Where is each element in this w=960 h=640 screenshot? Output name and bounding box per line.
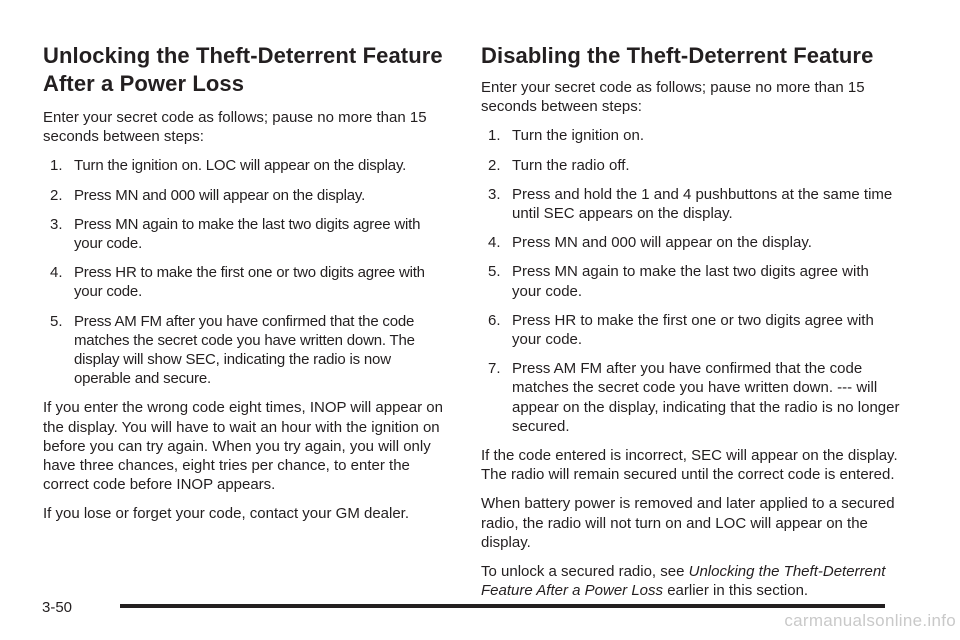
intro-paragraph: Enter your secret code as follows; pause no more than 15 seconds between steps: <box>481 79 865 116</box>
list-item <box>481 126 901 145</box>
body-paragraph: If the code entered is incorrect, SEC will appear on the display. The radio will remain secured until the correct code is entered. <box>481 447 898 484</box>
body-paragraph <box>481 562 901 600</box>
step-text: Press AM FM after you have confirmed that the code matches the secret code you have written down. --- will appear on the display, indicating that the radio is no longer secured. <box>512 360 900 435</box>
step-number: 7. <box>488 360 501 378</box>
list-item <box>43 156 445 175</box>
footer-rule <box>120 604 885 608</box>
step-text: Press HR to make the first one or two digits agree with your code. <box>74 264 425 301</box>
list-item <box>43 263 445 301</box>
step-number: 6. <box>488 311 501 329</box>
step-text: Press and hold the 1 and 4 pushbuttons at the same time until SEC appears on the display. <box>512 185 893 223</box>
step-number: 2. <box>488 156 501 174</box>
page-number: 3-50 <box>42 599 73 616</box>
section-heading: Disabling the Theft-Deterrent Feature <box>481 43 874 68</box>
step-text: Turn the ignition on. <box>512 127 645 145</box>
step-text: Press AM FM after you have confirmed that the code matches the secret code you have written down. The display will show SEC, indicating the radio is now operable and secure. <box>74 312 415 388</box>
step-number: 5. <box>50 312 63 330</box>
list-item <box>43 312 445 389</box>
list-item <box>481 185 901 223</box>
step-text: Press MN and 000 will appear on the display. <box>512 234 812 252</box>
intro-paragraph: Enter your secret code as follows; pause no more than 15 seconds between steps: <box>43 109 427 146</box>
step-number: 3. <box>50 215 63 233</box>
heading-line: After a Power Loss <box>43 71 245 96</box>
list-item <box>481 262 901 300</box>
list-item <box>481 359 901 436</box>
step-number: 3. <box>488 185 501 203</box>
text-run: To unlock a secured radio, see <box>481 563 689 581</box>
step-number: 4. <box>50 264 63 282</box>
step-number: 2. <box>50 186 63 204</box>
text-run: earlier in this section. <box>663 582 809 600</box>
step-number: 5. <box>488 263 501 281</box>
list-item <box>481 156 901 175</box>
list-item <box>43 186 445 205</box>
step-number: 1. <box>50 157 63 175</box>
step-text: Press MN and 000 will appear on the display. <box>74 186 366 204</box>
body-paragraph: If you enter the wrong code eight times, INOP will appear on the display. You will have to wait an hour with the ignition on before you can try again. When you try again, you will only have three chances, eight tries per chance, to enter the correct code before INOP appears. <box>43 399 443 494</box>
step-text: Press MN again to make the last two digits agree with your code. <box>512 263 869 300</box>
left-column <box>43 42 445 534</box>
list-item <box>481 311 901 349</box>
section-heading <box>43 42 445 98</box>
list-item <box>481 233 901 252</box>
site-watermark: carmanualsonline.info <box>784 611 956 630</box>
right-column <box>481 42 901 610</box>
heading-line: Unlocking the Theft-Deterrent Feature <box>43 43 443 68</box>
cross-reference: Unlocking the Theft-Deterrent Feature After a Power Loss <box>481 563 886 600</box>
list-item <box>43 215 445 253</box>
step-text: Press HR to make the first one or two digits agree with your code. <box>512 311 874 349</box>
steps-list <box>481 126 901 436</box>
body-paragraph: When battery power is removed and later applied to a secured radio, the radio will not turn on and LOC will appear on the display. <box>481 495 895 551</box>
body-paragraph: If you lose or forget your code, contact your GM dealer. <box>43 505 410 523</box>
step-text: Turn the ignition on. LOC will appear on the display. <box>74 157 407 175</box>
steps-list <box>43 156 445 388</box>
step-text: Turn the radio off. <box>512 156 630 174</box>
step-number: 4. <box>488 234 501 252</box>
step-text: Press MN again to make the last two digits agree with your code. <box>74 215 421 253</box>
step-number: 1. <box>488 127 501 145</box>
